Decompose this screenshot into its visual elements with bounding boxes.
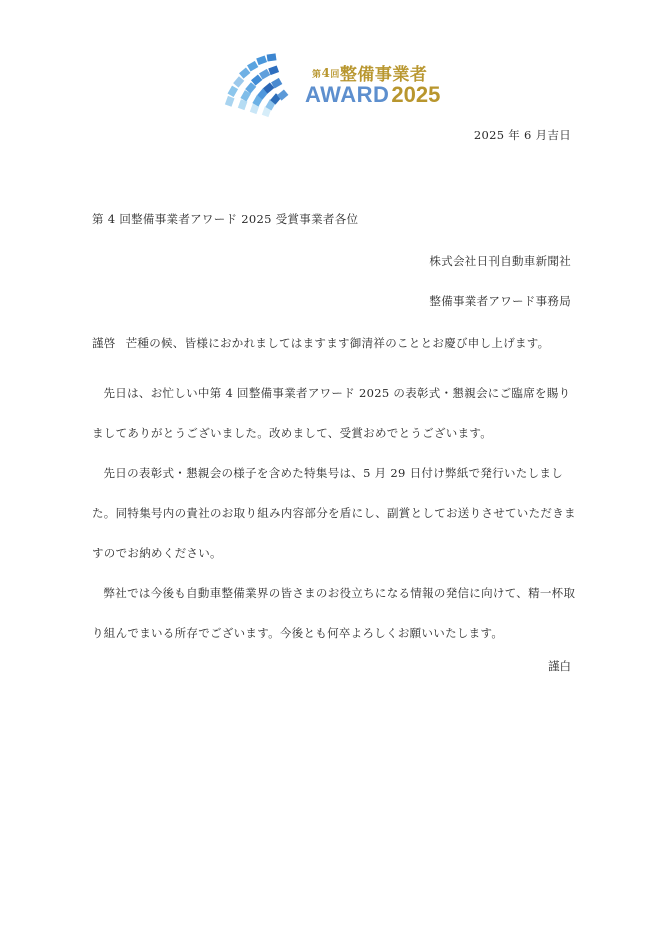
greeting-opening: 謹啓 [92, 336, 116, 350]
award-title: 第4回整備事業者 [312, 65, 428, 85]
sender-office: 整備事業者アワード事務局 [429, 294, 571, 308]
sender-company: 株式会社日刊自動車新聞社 [429, 254, 571, 268]
letter-date: 2025 年 6 月吉日 [473, 128, 571, 142]
award-wordmark: AWARD2025 [305, 82, 441, 107]
award-logo [222, 42, 452, 124]
letter-closing: 謹白 [548, 659, 571, 673]
award-fan-logo-icon [222, 42, 310, 124]
greeting-text: 芒種の候、皆様におかれましてはますます御清祥のこととお慶び申し上げます。 [125, 336, 550, 350]
edition-label: 第4回 [312, 66, 340, 80]
greeting-paragraph [92, 333, 576, 353]
paragraph-commitment: 弊社では今後も自動車整備業界の皆さまのお役立ちになる情報の発信に向けて、精一杯取り組んでまいる所存でございます。今後とも何卒よろしくお願いいたします。 [92, 586, 576, 640]
paragraph-thanks: 先日は、お忙しい中第 4 回整備事業者アワード 2025 の表彰式・懇親会にご臨席を賜りましてありがとうございました。改めまして、受賞おめでとうございます。 [92, 386, 571, 440]
paragraph-special-issue: 先日の表彰式・懇親会の様子を含めた特集号は、5 月 29 日付け弊紙で発行いたしました。同特集号内の貴社のお取り組み内容部分を盾にし、副賞としてお送りさせていただきますのでお納めください。 [92, 466, 576, 560]
letter-recipient: 第 4 回整備事業者アワード 2025 受賞事業者各位 [92, 212, 359, 226]
